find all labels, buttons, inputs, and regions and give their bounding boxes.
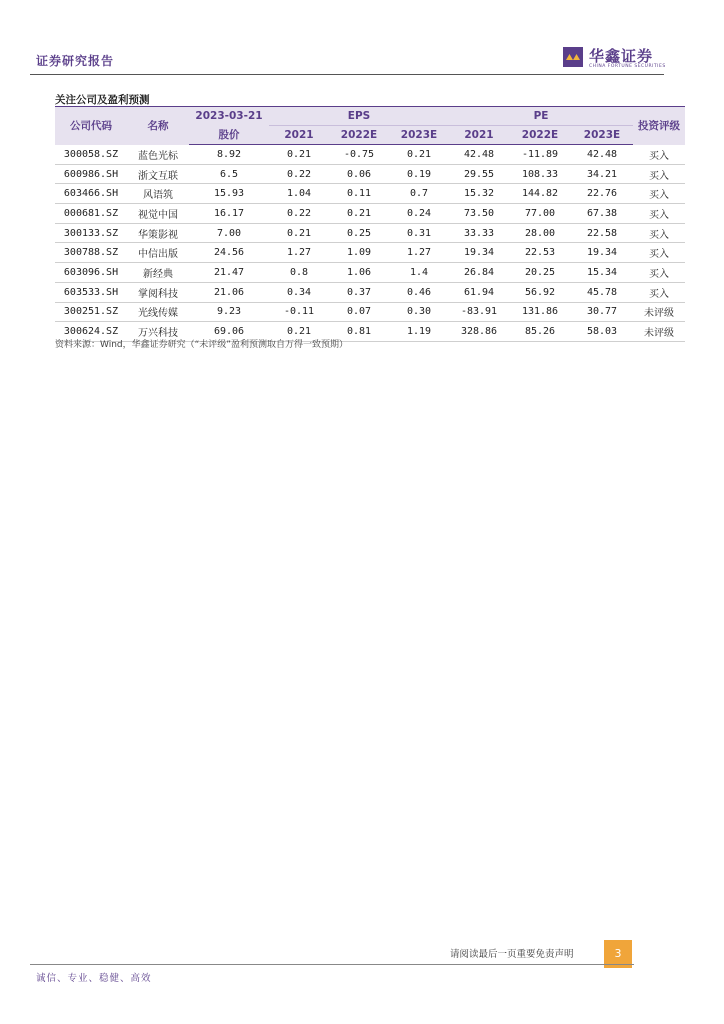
cell-eps-2021: 0.21 [269,145,329,165]
table-row [55,223,685,243]
cell-rating: 买入 [633,184,685,204]
cell-pe-2022e: 20.25 [509,263,571,283]
cell-code: 603096.SH [55,263,127,283]
table-body [55,145,685,342]
table-row [55,164,685,184]
cell-pe-2021: -83.91 [449,302,509,322]
cell-code: 300133.SZ [55,223,127,243]
cell-eps-2023e: 0.21 [389,145,449,165]
cell-eps-2022e: 1.09 [329,243,389,263]
header-pe-2021: 2021 [449,126,509,145]
cell-code: 300788.SZ [55,243,127,263]
cell-name: 光线传媒 [127,302,189,322]
cell-eps-2022e: 0.21 [329,204,389,224]
disclaimer-notice: 请阅读最后一页重要免责声明 [450,949,574,960]
table-row [55,145,685,165]
cell-pe-2021: 19.34 [449,243,509,263]
cell-eps-2022e: 0.07 [329,302,389,322]
cell-eps-2022e: 0.25 [329,223,389,243]
cell-pe-2023e: 34.21 [571,164,633,184]
cell-name: 华策影视 [127,223,189,243]
table-title: 关注公司及盈利预测 [55,94,150,106]
table-row [55,243,685,263]
cell-price: 7.00 [189,223,269,243]
cell-price: 9.23 [189,302,269,322]
cell-code: 300251.SZ [55,302,127,322]
cell-pe-2022e: 56.92 [509,282,571,302]
logo-mark-icon [563,47,583,67]
header-rating: 投资评级 [633,107,685,145]
cell-pe-2023e: 22.58 [571,223,633,243]
cell-pe-2023e: 67.38 [571,204,633,224]
table-row [55,204,685,224]
cell-rating: 买入 [633,204,685,224]
cell-price: 69.06 [189,322,269,342]
cell-name: 视觉中国 [127,204,189,224]
cell-pe-2023e: 45.78 [571,282,633,302]
cell-eps-2021: 0.21 [269,322,329,342]
cell-price: 24.56 [189,243,269,263]
cell-pe-2021: 61.94 [449,282,509,302]
cell-eps-2023e: 0.7 [389,184,449,204]
cell-pe-2022e: 22.53 [509,243,571,263]
header-eps-2023e: 2023E [389,126,449,145]
cell-pe-2023e: 19.34 [571,243,633,263]
cell-pe-2021: 29.55 [449,164,509,184]
company-logo [563,46,666,74]
header-code: 公司代码 [55,107,127,145]
cell-code: 000681.SZ [55,204,127,224]
cell-name: 掌阅科技 [127,282,189,302]
cell-eps-2021: 1.27 [269,243,329,263]
cell-eps-2023e: 0.46 [389,282,449,302]
cell-eps-2022e: 0.11 [329,184,389,204]
cell-code: 300624.SZ [55,322,127,342]
cell-rating: 买入 [633,223,685,243]
cell-eps-2021: 0.34 [269,282,329,302]
cell-eps-2022e: 0.37 [329,282,389,302]
cell-code: 300058.SZ [55,145,127,165]
cell-name: 万兴科技 [127,322,189,342]
cell-pe-2022e: 85.26 [509,322,571,342]
header-pe: PE [449,107,633,126]
cell-pe-2022e: 28.00 [509,223,571,243]
cell-pe-2023e: 42.48 [571,145,633,165]
cell-eps-2021: 0.22 [269,204,329,224]
earnings-forecast-table [55,106,685,342]
table-row [55,282,685,302]
table-row [55,184,685,204]
header-pe-2022e: 2022E [509,126,571,145]
header-eps: EPS [269,107,449,126]
cell-code: 603533.SH [55,282,127,302]
cell-eps-2021: -0.11 [269,302,329,322]
cell-rating: 买入 [633,145,685,165]
cell-pe-2022e: 131.86 [509,302,571,322]
report-type-label: 证券研究报告 [36,54,115,68]
cell-pe-2023e: 58.03 [571,322,633,342]
cell-name: 中信出版 [127,243,189,263]
cell-pe-2022e: 144.82 [509,184,571,204]
header-eps-2021: 2021 [269,126,329,145]
cell-code: 600986.SH [55,164,127,184]
cell-name: 蓝色光标 [127,145,189,165]
cell-pe-2022e: 108.33 [509,164,571,184]
cell-pe-2023e: 15.34 [571,263,633,283]
cell-rating: 买入 [633,263,685,283]
cell-price: 21.06 [189,282,269,302]
cell-rating: 买入 [633,282,685,302]
cell-price: 8.92 [189,145,269,165]
cell-price: 15.93 [189,184,269,204]
cell-eps-2023e: 0.19 [389,164,449,184]
cell-pe-2022e: 77.00 [509,204,571,224]
cell-pe-2021: 26.84 [449,263,509,283]
cell-eps-2023e: 0.24 [389,204,449,224]
header-name: 名称 [127,107,189,145]
table-row [55,302,685,322]
table-row [55,263,685,283]
cell-eps-2023e: 0.31 [389,223,449,243]
footer-divider [30,964,634,965]
cell-eps-2022e: 0.06 [329,164,389,184]
cell-eps-2023e: 1.27 [389,243,449,263]
cell-name: 浙文互联 [127,164,189,184]
cell-pe-2021: 42.48 [449,145,509,165]
cell-pe-2023e: 22.76 [571,184,633,204]
cell-price: 21.47 [189,263,269,283]
cell-pe-2023e: 30.77 [571,302,633,322]
logo-en-text: CHINA FORTUNE SECURITIES [589,64,666,69]
header-date: 2023-03-21 [189,107,269,126]
cell-pe-2021: 328.86 [449,322,509,342]
header-price: 股价 [189,126,269,145]
cell-price: 16.17 [189,204,269,224]
cell-rating: 买入 [633,243,685,263]
header-eps-2022e: 2022E [329,126,389,145]
cell-eps-2023e: 1.4 [389,263,449,283]
cell-code: 603466.SH [55,184,127,204]
footer-motto: 诚信、专业、稳健、高效 [36,973,152,984]
cell-eps-2021: 0.8 [269,263,329,283]
logo-cn-text: 华鑫证券 [589,47,654,65]
cell-eps-2022e: 1.06 [329,263,389,283]
cell-rating: 未评级 [633,302,685,322]
cell-eps-2021: 0.21 [269,223,329,243]
header-divider [30,74,664,75]
cell-rating: 未评级 [633,322,685,342]
cell-eps-2021: 0.22 [269,164,329,184]
cell-rating: 买入 [633,164,685,184]
cell-pe-2022e: -11.89 [509,145,571,165]
cell-eps-2023e: 0.30 [389,302,449,322]
cell-pe-2021: 73.50 [449,204,509,224]
page-number: 3 [604,940,632,968]
cell-name: 新经典 [127,263,189,283]
cell-eps-2021: 1.04 [269,184,329,204]
cell-eps-2023e: 1.19 [389,322,449,342]
cell-price: 6.5 [189,164,269,184]
cell-eps-2022e: -0.75 [329,145,389,165]
header-pe-2023e: 2023E [571,126,633,145]
cell-eps-2022e: 0.81 [329,322,389,342]
source-note: 资料来源：Wind，华鑫证券研究（“未评级”盈利预测取自万得一致预期） [55,340,348,350]
cell-pe-2021: 15.32 [449,184,509,204]
cell-name: 风语筑 [127,184,189,204]
cell-pe-2021: 33.33 [449,223,509,243]
